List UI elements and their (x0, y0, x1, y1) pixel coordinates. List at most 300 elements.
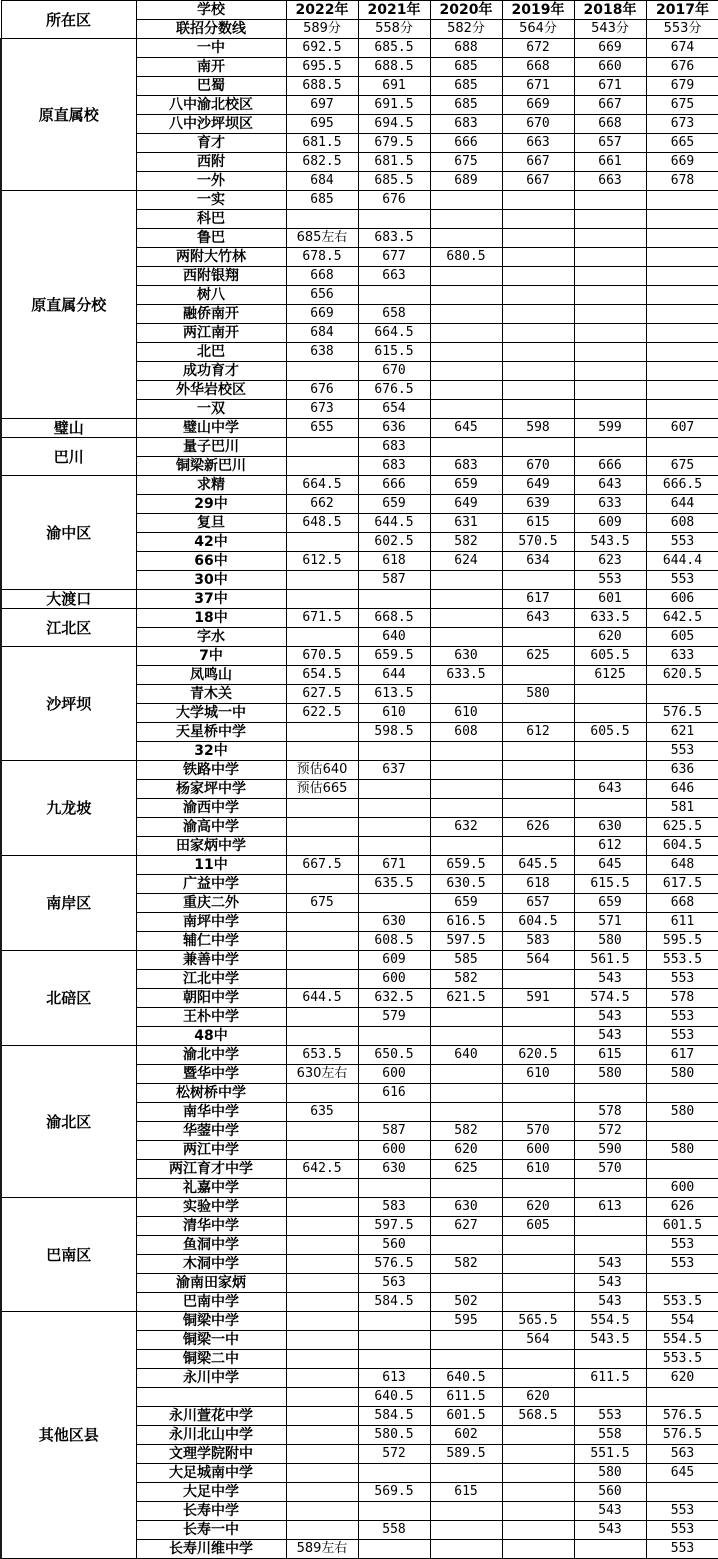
school-name-cell: 大学城一中 (136, 704, 286, 723)
score-cell: 553.5 (646, 1293, 718, 1312)
score-cell: 600 (358, 1065, 430, 1084)
score-cell (286, 438, 358, 457)
district-cell: 巴南区 (1, 1198, 136, 1312)
score-cell: 570 (574, 1160, 646, 1179)
score-cell (430, 761, 502, 780)
score-cell: 649 (430, 495, 502, 514)
school-name-cell: 量子巴川 (136, 438, 286, 457)
table-row (1, 647, 718, 666)
school-name-cell: 29中 (136, 495, 286, 514)
score-cell (430, 267, 502, 286)
score-cell (502, 666, 574, 685)
score-cell (646, 1274, 718, 1293)
district-cell: 沙坪坝 (1, 647, 136, 761)
score-cell: 637 (358, 761, 430, 780)
school-name-cell: 一双 (136, 400, 286, 419)
score-cell (502, 1008, 574, 1027)
district-cell: 其他区县 (1, 1312, 136, 1559)
score-cell (646, 381, 718, 400)
school-name-cell: 30中 (136, 571, 286, 590)
score-cell (574, 1540, 646, 1559)
score-cell (646, 248, 718, 267)
table-row (1, 438, 718, 457)
district-cell: 巴川 (1, 438, 136, 476)
score-cell: 643 (574, 476, 646, 495)
score-cell: 553.5 (646, 1350, 718, 1369)
score-cell: 676.5 (358, 381, 430, 400)
score-cell: 644 (646, 495, 718, 514)
score-cell: 670 (502, 115, 574, 134)
school-name-cell: 璧山中学 (136, 419, 286, 438)
score-cell: 579 (358, 1008, 430, 1027)
score-cell: 620 (430, 1141, 502, 1160)
school-name-cell: 长寿中学 (136, 1502, 286, 1521)
score-cell (646, 191, 718, 210)
score-cell (574, 685, 646, 704)
score-cell: 589左右 (286, 1540, 358, 1559)
score-cell: 642.5 (646, 609, 718, 628)
score-cell (286, 1350, 358, 1369)
school-name-cell: 暨华中学 (136, 1065, 286, 1084)
score-cell (430, 210, 502, 229)
cutoff-score: 558分 (358, 20, 430, 39)
score-cell (430, 1331, 502, 1350)
score-cell: 676 (646, 58, 718, 77)
score-cell (646, 210, 718, 229)
score-cell: 558 (358, 1521, 430, 1540)
score-cell (358, 818, 430, 837)
score-cell (646, 438, 718, 457)
score-cell: 676 (286, 381, 358, 400)
school-name-cell: 重庆二外 (136, 894, 286, 913)
score-cell: 645 (574, 856, 646, 875)
school-name-cell: 田家炳中学 (136, 837, 286, 856)
score-cell: 615 (574, 1046, 646, 1065)
score-cell: 572 (358, 1445, 430, 1464)
area-column-header: 所在区 (1, 1, 136, 39)
score-cell: 684 (286, 324, 358, 343)
score-cell: 697 (286, 96, 358, 115)
score-cell: 640.5 (358, 1388, 430, 1407)
score-cell (430, 1521, 502, 1540)
score-cell (502, 1179, 574, 1198)
score-cell (502, 1255, 574, 1274)
school-name-cell: 一中 (136, 39, 286, 58)
table-row (1, 590, 718, 609)
score-cell: 630 (574, 818, 646, 837)
score-cell (574, 286, 646, 305)
score-cell: 615 (502, 514, 574, 533)
school-name-cell: 复旦 (136, 514, 286, 533)
school-name-cell: 一外 (136, 172, 286, 191)
year-header: 2017年 (646, 1, 718, 20)
score-cell: 642.5 (286, 1160, 358, 1179)
score-cell (286, 1369, 358, 1388)
school-name-cell: 铜梁一中 (136, 1331, 286, 1350)
district-cell: 江北区 (1, 609, 136, 647)
score-cell: 563 (646, 1445, 718, 1464)
school-name-cell: 北巴 (136, 343, 286, 362)
school-name-cell: 南华中学 (136, 1103, 286, 1122)
school-name-cell: 永川萱花中学 (136, 1407, 286, 1426)
score-cell: 554.5 (646, 1331, 718, 1350)
school-name-cell: 66中 (136, 552, 286, 571)
score-cell (430, 1027, 502, 1046)
score-cell (502, 1445, 574, 1464)
score-cell (430, 628, 502, 647)
school-name-cell: 南开 (136, 58, 286, 77)
score-cell: 688 (430, 39, 502, 58)
score-cell (430, 229, 502, 248)
score-cell (502, 305, 574, 324)
score-cell: 685 (430, 77, 502, 96)
score-cell (574, 210, 646, 229)
score-cell (430, 780, 502, 799)
score-cell: 580.5 (358, 1426, 430, 1445)
school-name-cell: 32中 (136, 742, 286, 761)
score-cell: 632.5 (358, 989, 430, 1008)
score-cell: 627.5 (286, 685, 358, 704)
score-cell: 688.5 (286, 77, 358, 96)
school-name-cell: 48中 (136, 1027, 286, 1046)
school-name-cell: 广益中学 (136, 875, 286, 894)
table-row (1, 609, 718, 628)
score-cell: 543 (574, 1502, 646, 1521)
score-cell: 553 (646, 742, 718, 761)
score-cell: 574.5 (574, 989, 646, 1008)
school-name-cell: 科巴 (136, 210, 286, 229)
score-cell: 599 (574, 419, 646, 438)
score-cell: 648.5 (286, 514, 358, 533)
school-name-cell: 树八 (136, 286, 286, 305)
year-header: 2022年 (286, 1, 358, 20)
score-cell: 670 (358, 362, 430, 381)
score-cell (286, 1008, 358, 1027)
score-cell (502, 324, 574, 343)
year-header: 2018年 (574, 1, 646, 20)
score-cell: 587 (358, 1122, 430, 1141)
score-cell: 685 (430, 96, 502, 115)
score-cell (358, 1350, 430, 1369)
score-cell (430, 799, 502, 818)
score-cell (502, 1502, 574, 1521)
score-cell: 597.5 (430, 932, 502, 951)
school-name-cell: 天星桥中学 (136, 723, 286, 742)
score-cell: 612 (574, 837, 646, 856)
score-cell: 659 (358, 495, 430, 514)
score-cell: 613 (358, 1369, 430, 1388)
score-cell (430, 400, 502, 419)
score-cell: 636 (358, 419, 430, 438)
score-cell: 607 (646, 419, 718, 438)
score-cell (430, 1179, 502, 1198)
score-cell: 620.5 (646, 666, 718, 685)
score-cell (574, 1179, 646, 1198)
school-name-cell (136, 1388, 286, 1407)
table-row (1, 476, 718, 495)
score-cell: 663 (358, 267, 430, 286)
score-cell (286, 951, 358, 970)
school-name-cell: 求精 (136, 476, 286, 495)
score-cell: 673 (646, 115, 718, 134)
score-cell (286, 1293, 358, 1312)
score-cell (430, 286, 502, 305)
score-cell: 682.5 (286, 153, 358, 172)
score-cell: 695 (286, 115, 358, 134)
score-cell (358, 894, 430, 913)
school-name-cell: 大足城南中学 (136, 1464, 286, 1483)
school-name-cell: 一实 (136, 191, 286, 210)
score-cell: 610 (502, 1160, 574, 1179)
score-cell: 580 (574, 932, 646, 951)
score-cell (430, 837, 502, 856)
table-row (1, 1046, 718, 1065)
score-cell (358, 1464, 430, 1483)
score-cell (430, 324, 502, 343)
score-cell (574, 704, 646, 723)
score-cell: 553 (646, 1540, 718, 1559)
score-cell: 618 (502, 875, 574, 894)
score-cell: 571 (574, 913, 646, 932)
district-cell: 大渡口 (1, 590, 136, 609)
score-cell: 601.5 (430, 1407, 502, 1426)
score-cell: 606 (646, 590, 718, 609)
score-cell: 543 (574, 1255, 646, 1274)
score-cell: 602.5 (358, 533, 430, 552)
score-cell: 692.5 (286, 39, 358, 58)
score-cell (502, 1103, 574, 1122)
score-cell: 553 (574, 1407, 646, 1426)
score-cell (358, 1331, 430, 1350)
score-cell: 625 (502, 647, 574, 666)
table-row (1, 856, 718, 875)
score-cell (286, 571, 358, 590)
score-cell: 667.5 (286, 856, 358, 875)
score-cell: 615.5 (358, 343, 430, 362)
score-cell: 615 (430, 1483, 502, 1502)
score-cell: 644.5 (286, 989, 358, 1008)
score-cell (502, 1540, 574, 1559)
score-cell: 675 (286, 894, 358, 913)
score-cell (574, 248, 646, 267)
score-cell: 582 (430, 1122, 502, 1141)
score-cell: 568.5 (502, 1407, 574, 1426)
score-cell: 611.5 (574, 1369, 646, 1388)
score-cell (358, 286, 430, 305)
school-name-cell: 华蓥中学 (136, 1122, 286, 1141)
score-cell: 689 (430, 172, 502, 191)
score-cell: 563 (358, 1274, 430, 1293)
score-cell (502, 229, 574, 248)
district-cell: 南岸区 (1, 856, 136, 951)
school-name-cell: 永川中学 (136, 1369, 286, 1388)
score-cell (286, 1236, 358, 1255)
school-name-cell: 巴南中学 (136, 1293, 286, 1312)
table-row (1, 191, 718, 210)
score-cell: 611.5 (430, 1388, 502, 1407)
school-name-cell: 18中 (136, 609, 286, 628)
score-cell (286, 818, 358, 837)
school-name-cell: 铜梁二中 (136, 1350, 286, 1369)
score-cell: 553 (646, 1521, 718, 1540)
score-cell: 553 (646, 571, 718, 590)
score-cell: 582 (430, 1255, 502, 1274)
score-cell (430, 1084, 502, 1103)
score-cell (430, 438, 502, 457)
score-cell: 639 (502, 495, 574, 514)
score-cell: 576.5 (358, 1255, 430, 1274)
score-cell (286, 723, 358, 742)
school-name-cell: 37中 (136, 590, 286, 609)
score-cell: 671 (574, 77, 646, 96)
cutoff-score: 543分 (574, 20, 646, 39)
score-cell: 635 (286, 1103, 358, 1122)
score-cell (574, 229, 646, 248)
score-cell (286, 1521, 358, 1540)
school-name-cell: 辅仁中学 (136, 932, 286, 951)
score-cell: 572 (574, 1122, 646, 1141)
score-cell (502, 799, 574, 818)
cutoff-score: 582分 (430, 20, 502, 39)
score-cell (502, 248, 574, 267)
score-cell (574, 362, 646, 381)
score-cell: 543.5 (574, 533, 646, 552)
score-cell: 630 (358, 1160, 430, 1179)
score-cell: 576.5 (646, 1407, 718, 1426)
score-cell (502, 742, 574, 761)
score-cell (574, 305, 646, 324)
score-cell: 580 (574, 1464, 646, 1483)
score-cell: 621.5 (430, 989, 502, 1008)
score-cell (502, 1293, 574, 1312)
school-name-cell: 11中 (136, 856, 286, 875)
score-cell (502, 780, 574, 799)
score-cell: 616.5 (430, 913, 502, 932)
score-cell (574, 381, 646, 400)
score-cell: 600 (358, 1141, 430, 1160)
score-cell: 613 (574, 1198, 646, 1217)
score-cell: 576.5 (646, 704, 718, 723)
score-cell (286, 1464, 358, 1483)
score-cell: 679 (646, 77, 718, 96)
score-cell: 595.5 (646, 932, 718, 951)
score-cell (574, 1236, 646, 1255)
score-cell (286, 837, 358, 856)
school-name-cell: 铁路中学 (136, 761, 286, 780)
score-cell: 663 (574, 172, 646, 191)
score-cell: 649 (502, 476, 574, 495)
score-cell: 679.5 (358, 134, 430, 153)
score-cell: 551.5 (574, 1445, 646, 1464)
score-cell: 630 (430, 647, 502, 666)
score-cell: 667 (502, 172, 574, 191)
score-cell: 598 (502, 419, 574, 438)
score-cell: 669 (646, 153, 718, 172)
score-cell (286, 875, 358, 894)
score-cell (502, 628, 574, 647)
score-cell: 584.5 (358, 1293, 430, 1312)
score-cell (286, 1502, 358, 1521)
score-cell: 620 (646, 1369, 718, 1388)
score-cell: 640 (430, 1046, 502, 1065)
score-cell: 600 (358, 970, 430, 989)
score-cell: 581 (646, 799, 718, 818)
score-cell: 585 (430, 951, 502, 970)
score-cell (430, 571, 502, 590)
score-cell: 669 (574, 39, 646, 58)
score-cell (502, 1084, 574, 1103)
score-cell (646, 229, 718, 248)
score-cell: 666.5 (646, 476, 718, 495)
score-cell: 543 (574, 1293, 646, 1312)
school-name-cell: 渝高中学 (136, 818, 286, 837)
score-cell (574, 324, 646, 343)
score-cell: 564 (502, 951, 574, 970)
score-cell: 634 (502, 552, 574, 571)
score-cell (430, 191, 502, 210)
table-row (1, 1198, 718, 1217)
score-cell: 616 (358, 1084, 430, 1103)
school-name-cell: 朝阳中学 (136, 989, 286, 1008)
score-cell: 543 (574, 1008, 646, 1027)
score-cell: 656 (286, 286, 358, 305)
score-cell: 630.5 (430, 875, 502, 894)
score-cell: 584.5 (358, 1407, 430, 1426)
score-cell: 664.5 (286, 476, 358, 495)
score-cell (502, 267, 574, 286)
score-cell: 673 (286, 400, 358, 419)
score-cell: 580 (574, 1065, 646, 1084)
score-cell: 612 (502, 723, 574, 742)
score-cell: 620 (574, 628, 646, 647)
score-cell (430, 362, 502, 381)
score-cell: 671 (502, 77, 574, 96)
score-cell: 578 (574, 1103, 646, 1122)
score-cell (286, 590, 358, 609)
score-cell: 605 (502, 1217, 574, 1236)
score-cell (574, 267, 646, 286)
school-name-cell: 渝西中学 (136, 799, 286, 818)
score-cell (646, 1122, 718, 1141)
school-name-cell: 文理学院附中 (136, 1445, 286, 1464)
school-name-cell: 鲁巴 (136, 229, 286, 248)
score-cell (502, 191, 574, 210)
score-cell (646, 305, 718, 324)
score-cell: 659.5 (358, 647, 430, 666)
score-cell: 631 (430, 514, 502, 533)
score-cell (646, 1388, 718, 1407)
score-cell: 683 (430, 115, 502, 134)
score-cell: 685.5 (358, 39, 430, 58)
score-cell (286, 1141, 358, 1160)
score-cell (286, 1122, 358, 1141)
score-cell: 685.5 (358, 172, 430, 191)
score-cell: 678.5 (286, 248, 358, 267)
score-cell: 608 (646, 514, 718, 533)
score-cell: 654.5 (286, 666, 358, 685)
score-cell (286, 1445, 358, 1464)
score-cell (430, 1540, 502, 1559)
score-cell (286, 1312, 358, 1331)
score-cell: 553 (646, 970, 718, 989)
score-cell: 613.5 (358, 685, 430, 704)
score-cell: 671.5 (286, 609, 358, 628)
score-cell (430, 1103, 502, 1122)
year-header: 2021年 (358, 1, 430, 20)
score-cell: 659 (430, 894, 502, 913)
score-cell: 684 (286, 172, 358, 191)
score-cell (646, 324, 718, 343)
